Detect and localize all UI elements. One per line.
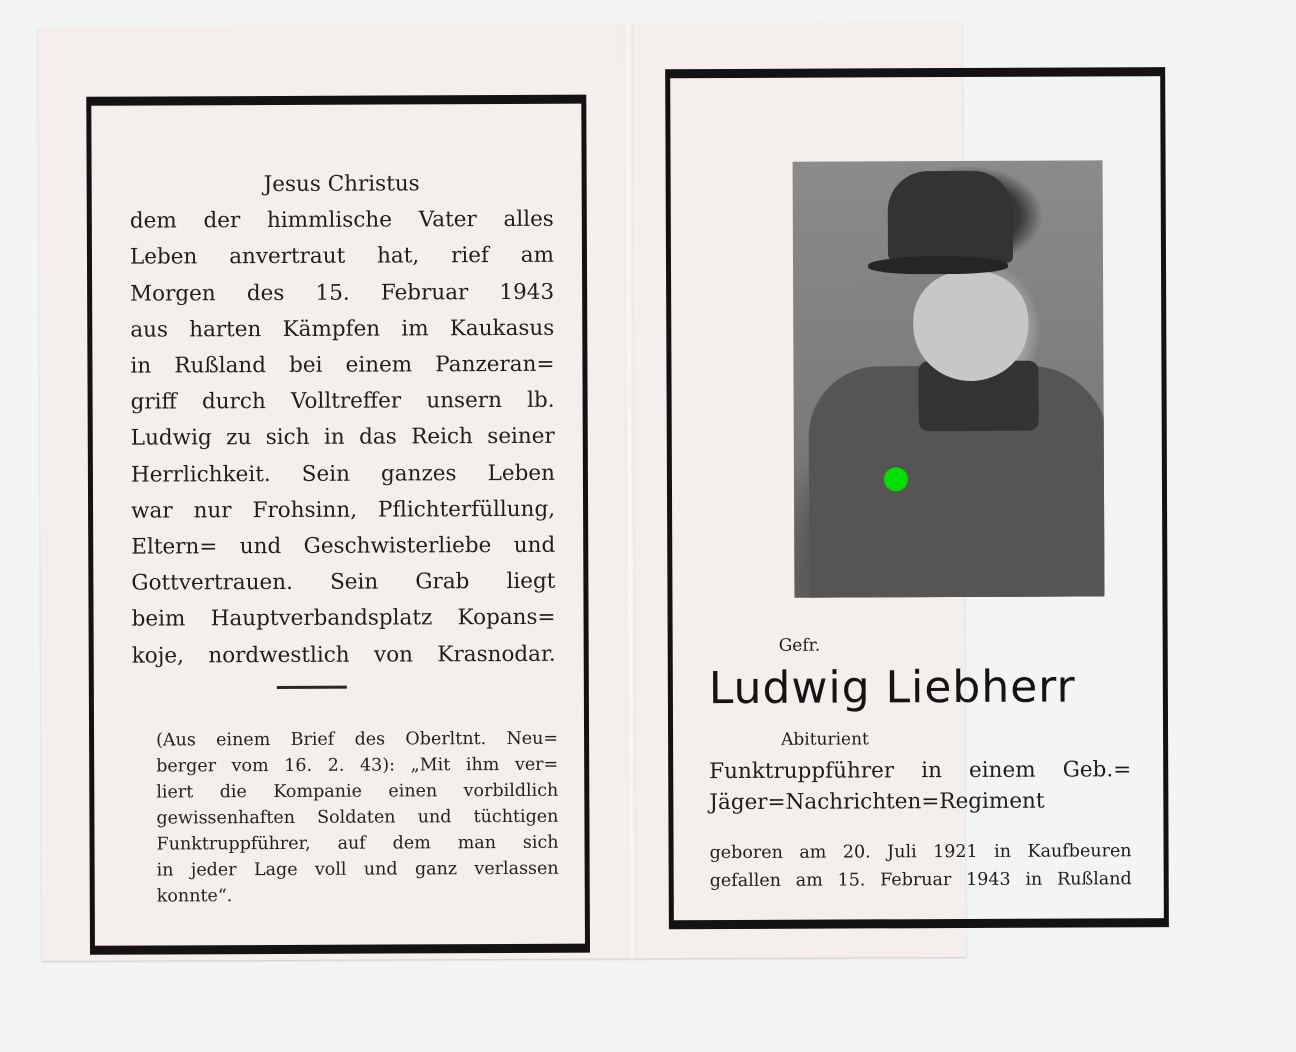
section-divider [277,686,347,689]
memorial-line: war nur Frohsinn, Pflichterfüllung, [131,496,556,524]
face-shape [913,271,1028,382]
degree-label: Abiturient [781,729,869,750]
memorial-line: griff durch Volltreffer unsern lb. [130,387,555,415]
cap-shape [888,171,1013,264]
memorial-text [130,166,556,675]
memorial-card [38,23,1132,961]
right-mourning-frame [665,67,1169,929]
memorial-line: Eltern= und Geschwisterliebe und [131,532,556,560]
memorial-line: Herrlichkeit. Sein ganzes Leben [130,460,555,488]
soldier-name: Ludwig Liebherr [708,661,1076,715]
death-line: gefallen am 15. Februar 1943 in Rußland [709,869,1132,892]
memorial-line: koje, nordwestlich von Krasnodar. [131,641,556,669]
quote-line: in jeder Lage voll und ganz verlassen [156,858,559,881]
memorial-line: aus harten Kämpfen im Kaukasus [130,315,555,343]
memorial-line: in Rußland bei einem Panzeran= [130,351,555,379]
left-mourning-frame [86,95,590,955]
rank-label: Gefr. [778,635,821,656]
quote-line: berger vom 16. 2. 43): „Mit ihm ver= [156,754,559,777]
unit-line: Funktruppführer in einem Geb.= [709,757,1132,785]
soldier-details [670,76,1160,892]
quote-line: Funktruppführer, auf dem man sich [156,832,559,855]
letter-quote [156,726,559,910]
memorial-line: dem der himmlische Vater alles [129,206,554,234]
portrait-photo [793,160,1105,597]
quote-line: (Aus einem Brief des Oberltnt. Neu= [156,728,559,751]
memorial-line: beim Hauptverbandsplatz Kopans= [131,605,556,633]
memorial-title: Jesus Christus [263,171,420,198]
memorial-line: Gottvertrauen. Sein Grab liegt [131,569,556,596]
green-dot-marker [884,467,908,491]
card-fold [623,24,637,958]
quote-line: konnte“. [156,886,233,907]
unit-line: Jäger=Nachrichten=Regiment [709,788,1045,816]
quote-line: gewissenhaften Soldaten und tüchtigen [156,806,559,829]
memorial-line: Leben anvertraut hat, rief am [129,243,555,271]
memorial-line: Morgen des 15. Februar 1943 [130,279,555,307]
memorial-line: Ludwig zu sich in das Reich seiner [130,424,555,452]
quote-line: liert die Kompanie einen vorbildlich [156,780,559,803]
birth-line: geboren am 20. Juli 1921 in Kaufbeuren [709,841,1132,864]
unit-description [709,754,1131,818]
life-dates [710,837,1132,895]
visor-shape [868,256,1008,275]
